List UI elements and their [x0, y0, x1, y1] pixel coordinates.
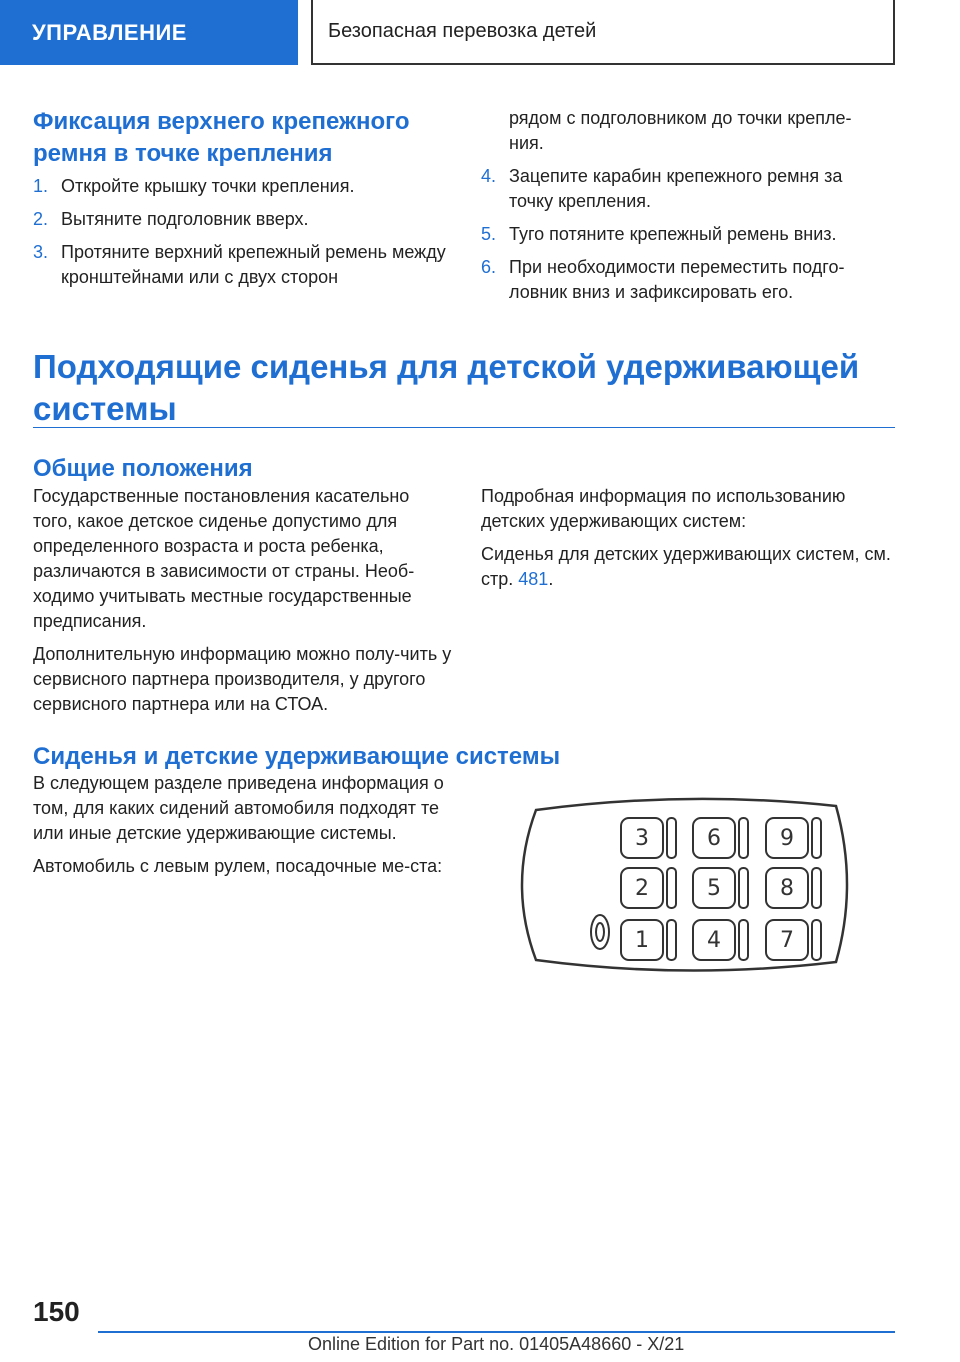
seat-number-label: 9 — [780, 826, 794, 851]
chapter-label: Безопасная перевозка детей — [328, 20, 597, 42]
general-left — [33, 484, 453, 725]
step-number: 1. — [33, 176, 49, 196]
step-number: 6. — [481, 257, 497, 277]
list-item — [481, 255, 881, 305]
seat-7 — [766, 920, 821, 960]
step-text: Вытяните подголовник вверх. — [61, 209, 309, 229]
list-item — [33, 240, 453, 290]
seat-number-label: 7 — [780, 928, 794, 953]
seat-layout-diagram — [496, 790, 866, 980]
main-title: Подходящие сиденья для детской удерживающей системы — [33, 348, 860, 427]
chapter-tab — [311, 0, 895, 65]
seat-5 — [693, 868, 748, 908]
seats-paragraph-1: В следующем разделе приведена информация о том, для каких сидений автомобиля подходят те или иные детские удерживающие системы. — [33, 773, 444, 843]
steering-wheel-icon — [591, 915, 609, 949]
list-item — [481, 164, 881, 214]
seat-number-label: 1 — [635, 928, 649, 953]
seat-6 — [693, 818, 748, 858]
seat-3 — [621, 818, 676, 858]
strap-section-right — [481, 106, 881, 313]
general-title: Общие положения — [33, 455, 253, 482]
seat-number-label: 5 — [707, 876, 721, 901]
general-paragraph-4 — [481, 542, 891, 592]
strap-title-line2: ремня в точке крепления — [33, 140, 333, 167]
seats-text — [33, 771, 453, 887]
general-paragraph-1: Государственные постановления касательно того, какое детское сиденье допустимо для определенного возраста и роста ребенка, различаются в зависимости от страны. Необ-ходимо учитывать местные государственные предписания. — [33, 486, 415, 631]
seat-4 — [693, 920, 748, 960]
footer-divider — [98, 1331, 895, 1333]
list-item — [481, 222, 881, 247]
reference-end: . — [548, 569, 554, 589]
seat-number-label: 2 — [635, 876, 649, 901]
section-divider — [33, 427, 895, 428]
section-label: УПРАВЛЕНИЕ — [32, 19, 187, 45]
list-item — [33, 174, 453, 199]
strap-title-line1: Фиксация верхнего крепежного — [33, 108, 410, 135]
seat-9 — [766, 818, 821, 858]
seats-title: Сиденья и детские удерживающие системы — [33, 743, 561, 770]
reference-text: Сиденья для детских удерживающих систем, см. стр. — [481, 544, 891, 589]
general-right — [481, 484, 891, 600]
seat-number-label: 4 — [707, 928, 721, 953]
seat-number-label: 6 — [707, 826, 721, 851]
step-text: Откройте крышку точки крепления. — [61, 176, 355, 196]
footer-edition: Online Edition for Part no. 01405A48660 - X/21 — [308, 1334, 685, 1354]
step-text: Зацепите карабин крепежного ремня за точку крепления. — [509, 166, 843, 211]
strap-title — [33, 106, 453, 170]
page-number: 150 — [33, 1296, 80, 1327]
general-paragraph-3: Подробная информация по использованию детских удерживающих систем: — [481, 486, 846, 531]
seats-paragraph-2: Автомобиль с левым рулем, посадочные ме-ста: — [33, 856, 443, 876]
general-paragraph-2: Дополнительную информацию можно полу-чить у сервисного партнера производителя, у другого сервисного партнера или на СТОА. — [33, 644, 452, 714]
step-continuation: рядом с подголовником до точки крепле-ния. — [509, 108, 852, 153]
section-tab — [0, 0, 298, 65]
strap-steps-left — [33, 174, 453, 290]
seat-number-label: 3 — [635, 826, 649, 851]
list-item — [33, 207, 453, 232]
seat-1 — [621, 920, 676, 960]
seat-2 — [621, 868, 676, 908]
strap-steps-right — [481, 164, 881, 305]
car-body-outline — [522, 799, 847, 971]
step-number: 5. — [481, 224, 497, 244]
step-number: 3. — [33, 242, 49, 262]
seat-number-label: 8 — [780, 876, 794, 901]
step-text: Протяните верхний крепежный ремень между кронштейнами или с двух сторон — [61, 242, 446, 287]
step-number: 2. — [33, 209, 49, 229]
page-reference-link[interactable]: 481 — [518, 569, 549, 589]
step-number: 4. — [481, 166, 497, 186]
step-text: При необходимости переместить подго-ловник вниз и зафиксировать его. — [509, 257, 845, 302]
seat-8 — [766, 868, 821, 908]
step-text: Туго потяните крепежный ремень вниз. — [509, 224, 837, 244]
strap-section-left — [33, 106, 453, 298]
